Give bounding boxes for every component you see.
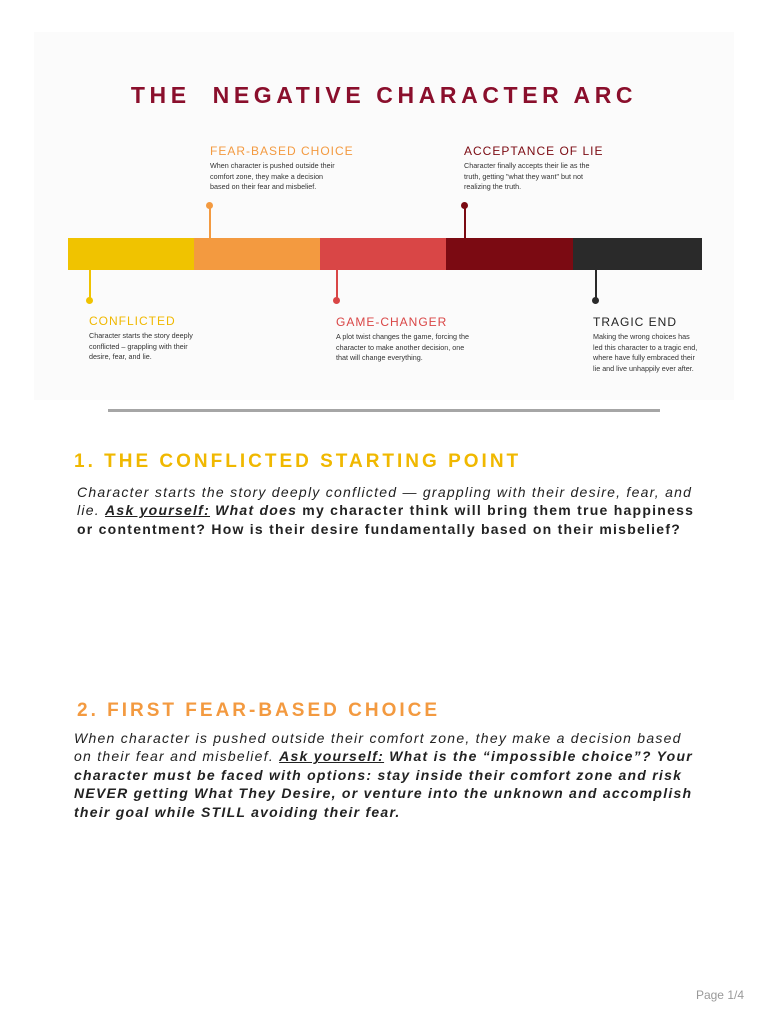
infographic-title: THE NEGATIVE CHARACTER ARC bbox=[130, 82, 638, 108]
negative-arc-infographic bbox=[34, 32, 734, 400]
timeline-segment-conflicted bbox=[68, 238, 195, 270]
game-changer-marker-dot bbox=[333, 297, 340, 304]
section-2-ask-label: Ask yourself: bbox=[279, 748, 385, 765]
acceptance-of-lie-description: Character finally accepts their lie as the truth, getting "what they want" but not realizing the truth. bbox=[464, 161, 590, 191]
conflicted-description: Character starts the story deeply conflicted – grappling with their desire, fear, and lie. bbox=[89, 331, 193, 361]
section-1-ask-label: Ask yourself: bbox=[105, 502, 210, 519]
acceptance-of-lie-connector bbox=[464, 207, 466, 238]
fear-based-choice-description: When character is pushed outside their comfort zone, they make a decision based on their fear and misbelief. bbox=[210, 161, 335, 191]
section-1-heading: 1. THE CONFLICTED STARTING POINT bbox=[74, 451, 522, 472]
section-1-question-lead: What does bbox=[210, 502, 298, 519]
section-2-body bbox=[74, 729, 704, 821]
section-divider bbox=[108, 409, 660, 412]
tragic-end-marker-dot bbox=[592, 297, 599, 304]
tragic-end-description: Making the wrong choices has led this character to a tragic end, where have fully embraced their lie and live unhappily ever after. bbox=[593, 332, 698, 373]
section-2-heading: 2. FIRST FEAR-BASED CHOICE bbox=[77, 700, 441, 721]
timeline-segment-tragic-end bbox=[573, 238, 702, 270]
conflicted-marker-dot bbox=[86, 297, 93, 304]
section-2-question: What is the “impossible choice”? Your character must be faced with options: stay inside their comfort zone and risk NEVER getting What They Desire, or venture into the unknown and accomplish their goal while STILL avoiding their fear. bbox=[74, 748, 693, 820]
timeline-segment-acceptance-of-lie bbox=[446, 238, 574, 270]
fear-based-choice-title: FEAR-BASED CHOICE bbox=[210, 144, 354, 158]
fear-based-choice-connector bbox=[209, 207, 211, 238]
game-changer-connector bbox=[336, 270, 338, 299]
game-changer-title: GAME-CHANGER bbox=[336, 315, 448, 329]
conflicted-title: CONFLICTED bbox=[89, 314, 176, 328]
tragic-end-title: TRAGIC END bbox=[593, 315, 678, 329]
page-number: Page 1/4 bbox=[695, 988, 744, 1002]
acceptance-of-lie-title: ACCEPTANCE OF LIE bbox=[464, 144, 604, 158]
tragic-end-connector bbox=[595, 270, 597, 299]
timeline-segment-game-changer bbox=[320, 238, 447, 270]
section-1-question: my character think will bring them true happiness or contentment? How is their desire fundamentally based on their misbelief? bbox=[77, 502, 695, 537]
section-1-intro: Character starts the story deeply conflicted — grappling with their desire, fear, and lie. bbox=[77, 484, 693, 519]
section-2-intro: When character is pushed outside their comfort zone, they make a decision based on their fear and misbelief. bbox=[74, 730, 682, 765]
section-1-body bbox=[77, 483, 702, 538]
timeline-segment-fear-based-choice bbox=[194, 238, 321, 270]
game-changer-description: A plot twist changes the game, forcing the character to make another decision, one that will change everything. bbox=[336, 332, 470, 362]
conflicted-connector bbox=[89, 270, 91, 299]
